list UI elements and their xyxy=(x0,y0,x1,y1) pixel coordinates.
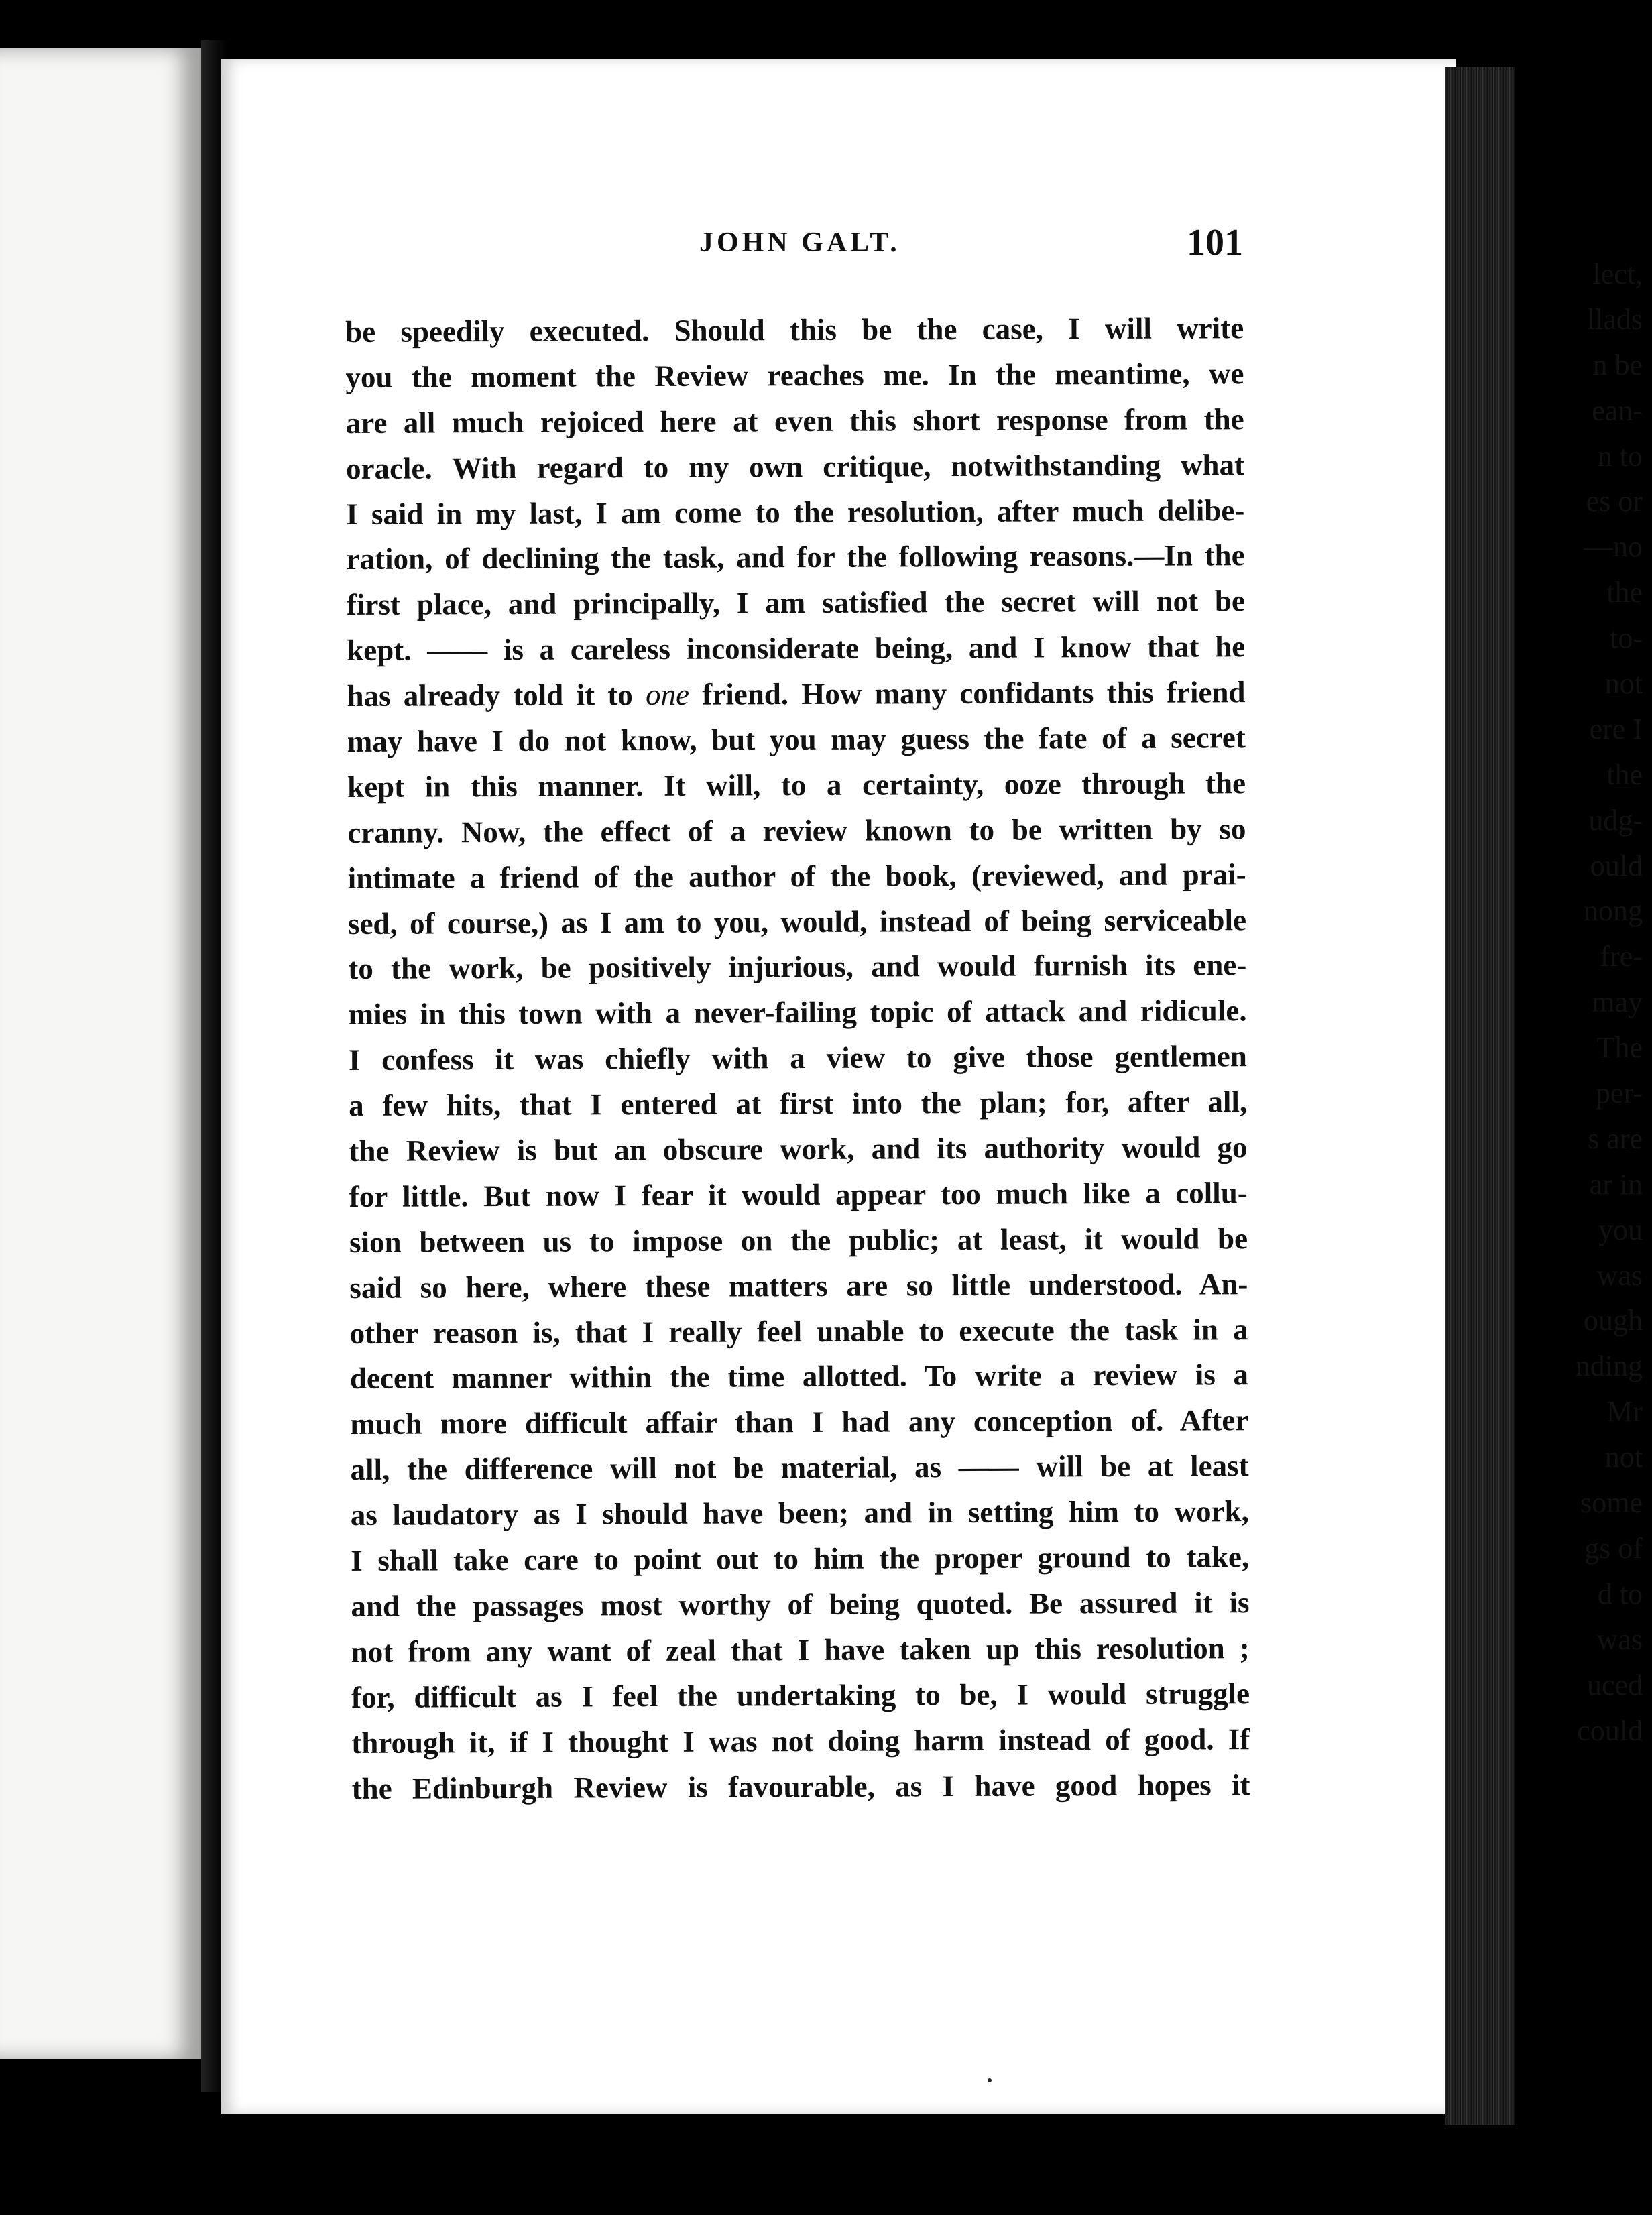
text-line: sed, of course,) as I am to you, would, instead of being serviceable xyxy=(347,902,1247,941)
text-line: much more difficult affair than I had any conception of. After xyxy=(350,1403,1249,1441)
left-page-fragment: not xyxy=(1604,1441,1643,1474)
text-line: you the moment the Review reaches me. In the meantime, we xyxy=(345,357,1244,394)
running-head xyxy=(221,221,1456,268)
text-line: all, the difference will not be material, as —— will be at least xyxy=(350,1449,1249,1487)
left-page-fragment: llads xyxy=(1586,302,1643,336)
text-line: are all much rejoiced here at even this short response from the xyxy=(345,402,1244,440)
running-title: JOHN GALT. xyxy=(699,227,900,258)
left-page-fragment: The xyxy=(1596,1031,1643,1065)
text-line: decent manner within the time allotted. To write a review is a xyxy=(349,1358,1249,1396)
left-page-fragment: nding xyxy=(1575,1350,1643,1383)
left-page-fragment: ould xyxy=(1590,849,1643,882)
left-page-fragment: ean- xyxy=(1592,394,1643,427)
text-line: for, difficult as I feel the undertaking to be, I would struggle xyxy=(351,1676,1250,1714)
text-line: I shall take care to point out to him the proper ground to take, xyxy=(351,1540,1250,1578)
left-page-fragment: the xyxy=(1606,576,1643,609)
left-page-fragment: could xyxy=(1577,1714,1643,1747)
left-page-fragment: to- xyxy=(1610,621,1643,655)
text-line: and the passages most worthy of being quoted. Be assured it is xyxy=(351,1585,1250,1623)
dust-speck xyxy=(988,2078,992,2082)
text-line: ration, of declining the task, and for the following reasons.—In the xyxy=(346,538,1245,577)
left-page-fragment: may xyxy=(1592,985,1643,1019)
text-line: as laudatory as I should have been; and in setting him to work, xyxy=(350,1494,1249,1533)
left-facing-page xyxy=(0,48,205,2059)
left-page-fragment: was xyxy=(1596,1258,1643,1292)
text-line: may have I do not know, but you may guess the fate of a secret xyxy=(347,721,1246,759)
text-line: to the work, be positively injurious, and would furnish its ene- xyxy=(348,948,1247,986)
text-line: the Review is but an obscure work, and its authority would go xyxy=(349,1130,1248,1169)
text-line: other reason is, that I really feel unable to execute the task in a xyxy=(349,1312,1248,1350)
left-page-fragment: uced xyxy=(1586,1668,1643,1701)
left-page-fragment: lect, xyxy=(1592,257,1643,290)
left-page-fragment: Mr xyxy=(1606,1395,1643,1429)
text-line: for little. But now I fear it would appear too much like a collu- xyxy=(349,1176,1248,1213)
text-line: first place, and principally, I am satisfied the secret will not be xyxy=(346,584,1246,622)
left-page-fragment: not xyxy=(1604,667,1643,701)
left-page-fragment: was xyxy=(1596,1622,1643,1656)
text-line: cranny. Now, the effect of a review known to be written by so xyxy=(347,811,1246,849)
left-page-fragment: —no xyxy=(1584,530,1643,564)
left-page-fragment: n be xyxy=(1592,348,1643,381)
text-line: through it, if I thought I was not doing harm instead of good. If xyxy=(351,1722,1250,1760)
text-line: has already told it to one friend. How many confidants this friend xyxy=(347,675,1246,713)
left-page-fragment: es or xyxy=(1586,485,1643,518)
left-page-fragment: udg- xyxy=(1588,803,1643,837)
text-line: mies in this town with a never-failing topic of attack and ridicule. xyxy=(348,994,1247,1032)
left-page-fragment: ere I xyxy=(1589,712,1643,745)
left-page-fragment: the xyxy=(1606,758,1643,791)
text-line: the Edinburgh Review is favourable, as I have good hopes it xyxy=(351,1767,1250,1805)
left-page-fragment: fre- xyxy=(1600,940,1643,973)
left-page-fragment: gs of xyxy=(1584,1531,1643,1565)
left-page-fragment: some xyxy=(1580,1486,1643,1520)
text-line: sion between us to impose on the public; at least, it would be xyxy=(349,1221,1248,1259)
text-line: said so here, where these matters are so little understood. An- xyxy=(349,1266,1248,1305)
left-page-fragment: per- xyxy=(1596,1077,1643,1110)
left-page-fragment: you xyxy=(1598,1213,1643,1246)
left-page-fragment: d to xyxy=(1597,1577,1643,1610)
left-page-fragment: ough xyxy=(1584,1304,1643,1337)
page-number: 101 xyxy=(1187,222,1243,263)
left-page-text xyxy=(1576,251,1643,1753)
text-line: be speedily executed. Should this be the case, I will write xyxy=(345,311,1244,349)
text-line: kept in this manner. It will, to a certainty, ooze through the xyxy=(347,766,1246,804)
body-text xyxy=(345,306,1250,1811)
left-page-fragment: n to xyxy=(1597,439,1643,473)
page-fore-edge xyxy=(1445,67,1515,2125)
text-line: a few hits, that I entered at first into the plan; for, after all, xyxy=(349,1085,1248,1123)
text-line: intimate a friend of the author of the book, (reviewed, and prai- xyxy=(347,857,1246,895)
text-line: I confess it was chiefly with a view to give those gentlemen xyxy=(348,1039,1247,1077)
emphasis: one xyxy=(645,677,690,712)
text-line: kept. —— is a careless inconsiderate being, and I know that he xyxy=(347,630,1246,668)
left-page-fragment: s are xyxy=(1588,1122,1643,1155)
left-page-fragment: ar in xyxy=(1589,1167,1643,1201)
text-line: oracle. With regard to my own critique, notwithstanding what xyxy=(345,447,1245,485)
left-page-fragment: nong xyxy=(1584,894,1643,928)
text-line: not from any want of zeal that I have taken up this resolution ; xyxy=(351,1630,1250,1669)
text-line: I said in my last, I am come to the resolution, after much delibe- xyxy=(346,493,1245,531)
